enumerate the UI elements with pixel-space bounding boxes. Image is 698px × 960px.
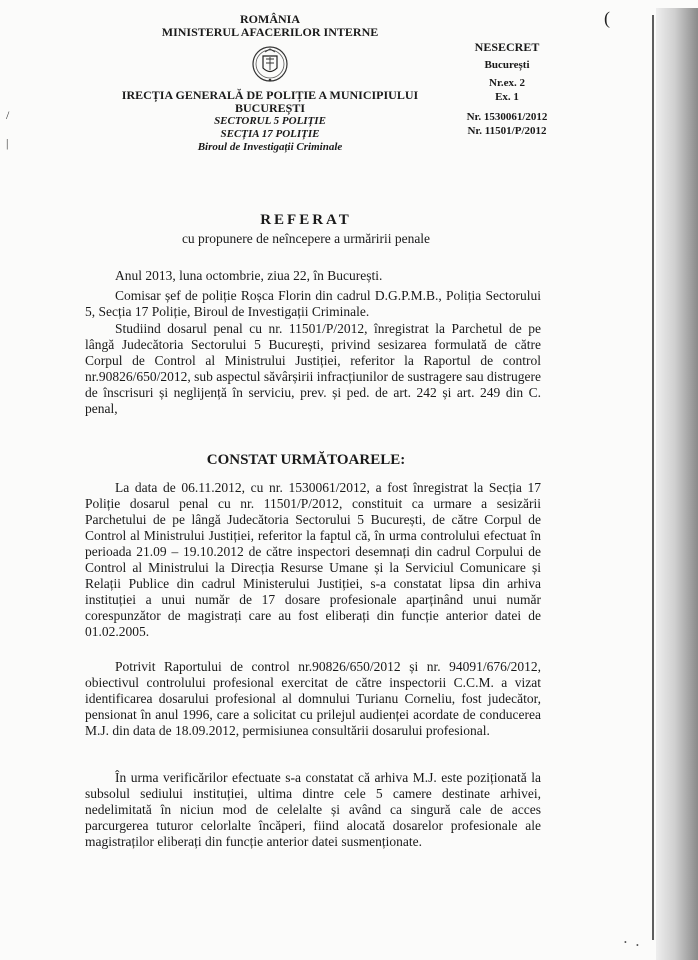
scan-speck: • [636, 941, 639, 950]
institution-header [100, 13, 440, 154]
section-heading: CONSTAT URMĂTOARELE: [206, 452, 406, 468]
copy-number: Ex. 1 [495, 91, 519, 103]
header-directorate: IRECȚIA GENERALĂ DE POLIȚIE A MUNICIPIULUI BUCUREȘTI [121, 88, 419, 115]
body-paragraph-archive: În urma verificărilor efectuate s-a constatat că arhiva M.J. este poziționată la subsolul sediului instituției, ultima dintre cele 5 camere destinate arhivei, nedelimitată în niciun mod de celelalte și având ca singură cale de acces parcurgerea tuturor celorlalte încăperi, fiind alocată dosarelor profesionale ale magistraților eliberați din funcție anterior datei susmenționate. [85, 770, 541, 849]
coat-of-arms-icon [252, 42, 288, 86]
body-paragraph-registration: La data de 06.11.2012, cu nr. 1530061/2012, a fost înregistrat la Secția 17 Poliție dosarul penal cu nr. 11501/P/2012, constituit ca urmare a sesizării Parchetului de pe lângă Judecătoria Sectorului 5 București, de către Corpul de Control al Ministrului Justiției, referitor la faptul că, în urma controlului efectuat în perioada 21.09 – 19.10.2012 de către inspectori desemnați din cadrul Corpului de Control al Ministrului la Direcția Resurse Umane și la Serviciul Comunicare și Relații Publice din cadrul Ministerului Justiției, s-a constatat lipsa din arhiva instituției a unui număr de 17 dosare profesionale aparținând unui număr corespunzător de magistrați care au fost eliberați din funcție anterior datei de 01.02.2005. [85, 480, 541, 639]
header-sector: SECTORUL 5 POLIȚIE [214, 115, 326, 127]
margin-bar-mark: | [6, 136, 9, 150]
margin-paren-mark: ( [604, 8, 610, 28]
intro-paragraph-officer: Comisar șef de poliție Roșca Florin din cadrul D.G.P.M.B., Poliția Sectorului 5, Secția 17 Poliție, Biroul de Investigații Criminale. [85, 288, 541, 319]
intro-paragraph-case: Studiind dosarul penal cu nr. 11501/P/2012, înregistrat la Parchetul de pe lângă Judecătoria Sectorului 5 București, privind sesizarea formulată de către Corpul de Control al Ministrului Justiției, referitor la Raportul de control nr.90826/650/2012, sub aspectul săvârșirii infracțiunilor de sustragere sau distrugere de înscrisuri și neglijență în serviciu, prev. și ped. de art. 242 și art. 249 din C. penal, [85, 321, 541, 416]
header-section: SECȚIA 17 POLIȚIE [220, 128, 320, 140]
classification-block [452, 40, 562, 138]
scan-shadow-edge [656, 8, 698, 960]
classification-city: București [484, 59, 530, 71]
scan-binding-line [652, 15, 654, 940]
body-paragraph-control-report: Potrivit Raportului de control nr.90826/650/2012 și nr. 94091/676/2012, obiectivul controlului profesional exercitat de către inspectorii C.C.M. a vizat identificarea dosarului profesional al domnului Turianu Corneliu, fost judecător, pensionat în anul 1996, care a solicitat cu prilejul audienței acordate de conducerea M.J. din data de 18.09.2012, permisiunea consultării dosarului profesional. [85, 659, 541, 738]
header-bureau: Biroul de Investigații Criminale [197, 141, 343, 153]
header-ministry: MINISTERUL AFACERILOR INTERNE [161, 25, 379, 39]
classification-level: NESECRET [474, 40, 540, 54]
intro-paragraph-date: Anul 2013, luna octombrie, ziua 22, în București. [115, 268, 383, 283]
copy-count: Nr.ex. 2 [489, 77, 525, 89]
registration-number-2: Nr. 11501/P/2012 [467, 125, 547, 137]
header-country: ROMÂNIA [240, 12, 300, 26]
margin-tick-mark: / [6, 108, 10, 122]
registration-number-1: Nr. 1530061/2012 [466, 111, 548, 123]
document-subtitle: cu propunere de neîncepere a urmăririi penale [181, 231, 431, 246]
document-title: REFERAT [260, 212, 352, 228]
scan-speck: • [624, 938, 627, 947]
